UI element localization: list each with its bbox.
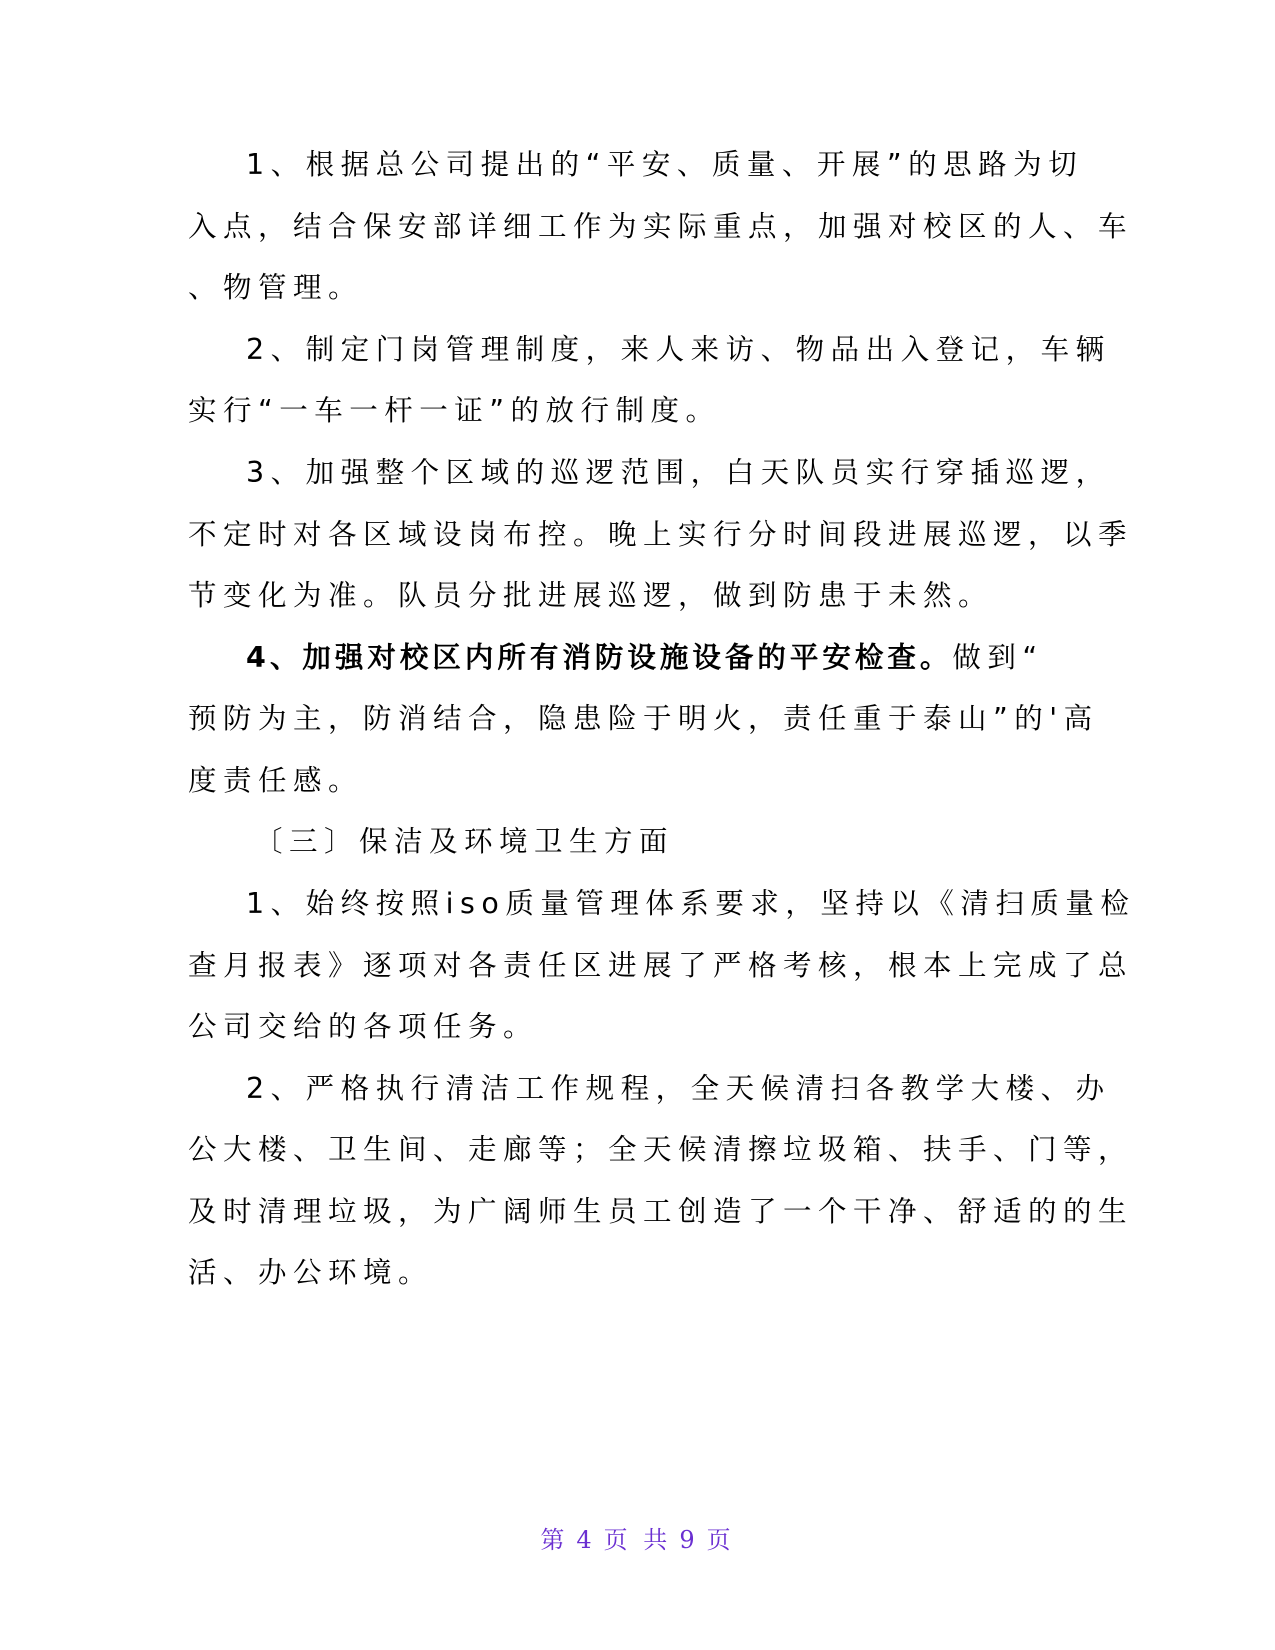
section-heading: 〔三〕保洁及环境卫生方面 — [254, 825, 675, 858]
paragraph-3-line-2: 不定时对各区域设岗布控。晚上实行分时间段进展巡逻，以季 — [188, 518, 1134, 551]
paragraph-4-bold-lead: 4、加强对校区内所有消防设施设备的平安检查。 — [246, 641, 953, 674]
paragraph-2-line-2: 实行“一车一杆一证”的放行制度。 — [188, 394, 721, 427]
paragraph-5-line-1: 1、始终按照iso质量管理体系要求，坚持以《清扫质量检 — [246, 887, 1136, 920]
paragraph-1-line-1: 1、根据总公司提出的“平安、质量、开展”的思路为切 — [246, 148, 1084, 181]
paragraph-5-line-3: 公司交给的各项任务。 — [188, 1010, 539, 1043]
paragraph-4-line-1 — [246, 638, 1146, 678]
paragraph-5-line-2: 查月报表》逐项对各责任区进展了严格考核，根本上完成了总 — [188, 949, 1134, 982]
paragraph-6-line-1: 2、严格执行清洁工作规程，全天候清扫各教学大楼、办 — [246, 1072, 1111, 1105]
footer-current-page: 4 — [576, 1526, 596, 1554]
footer-prefix: 第 — [540, 1526, 569, 1554]
paragraph-6-line-4: 活、办公环境。 — [188, 1256, 434, 1289]
paragraph-1-line-2: 入点，结合保安部详细工作为实际重点，加强对校区的人、车 — [188, 210, 1134, 243]
footer-middle: 页 共 — [603, 1526, 672, 1554]
paragraph-4-line-2: 预防为主，防消结合，隐患险于明火，责任重于泰山”的'高 — [188, 702, 1099, 735]
paragraph-4-line-3: 度责任感。 — [188, 764, 364, 797]
paragraph-3-line-3: 节变化为准。队员分批进展巡逻，做到防患于未然。 — [188, 579, 994, 612]
paragraph-6-line-2: 公大楼、卫生间、走廊等；全天候清擦垃圾箱、扶手、门等， — [188, 1133, 1134, 1166]
paragraph-6-line-3: 及时清理垃圾，为广阔师生员工创造了一个干净、舒适的的生 — [188, 1195, 1134, 1228]
paragraph-2-line-1: 2、制定门岗管理制度，来人来访、物品出入登记，车辆 — [246, 333, 1111, 366]
paragraph-4-line-1-rest: 做到“ — [952, 641, 1044, 674]
paragraph-3-line-1: 3、加强整个区域的巡逻范围，白天队员实行穿插巡逻， — [246, 456, 1111, 489]
footer-suffix: 页 — [706, 1526, 735, 1554]
paragraph-1-line-3: 、物管理。 — [188, 271, 364, 304]
footer-total-pages: 9 — [679, 1526, 699, 1554]
page-footer — [0, 1520, 1275, 1555]
